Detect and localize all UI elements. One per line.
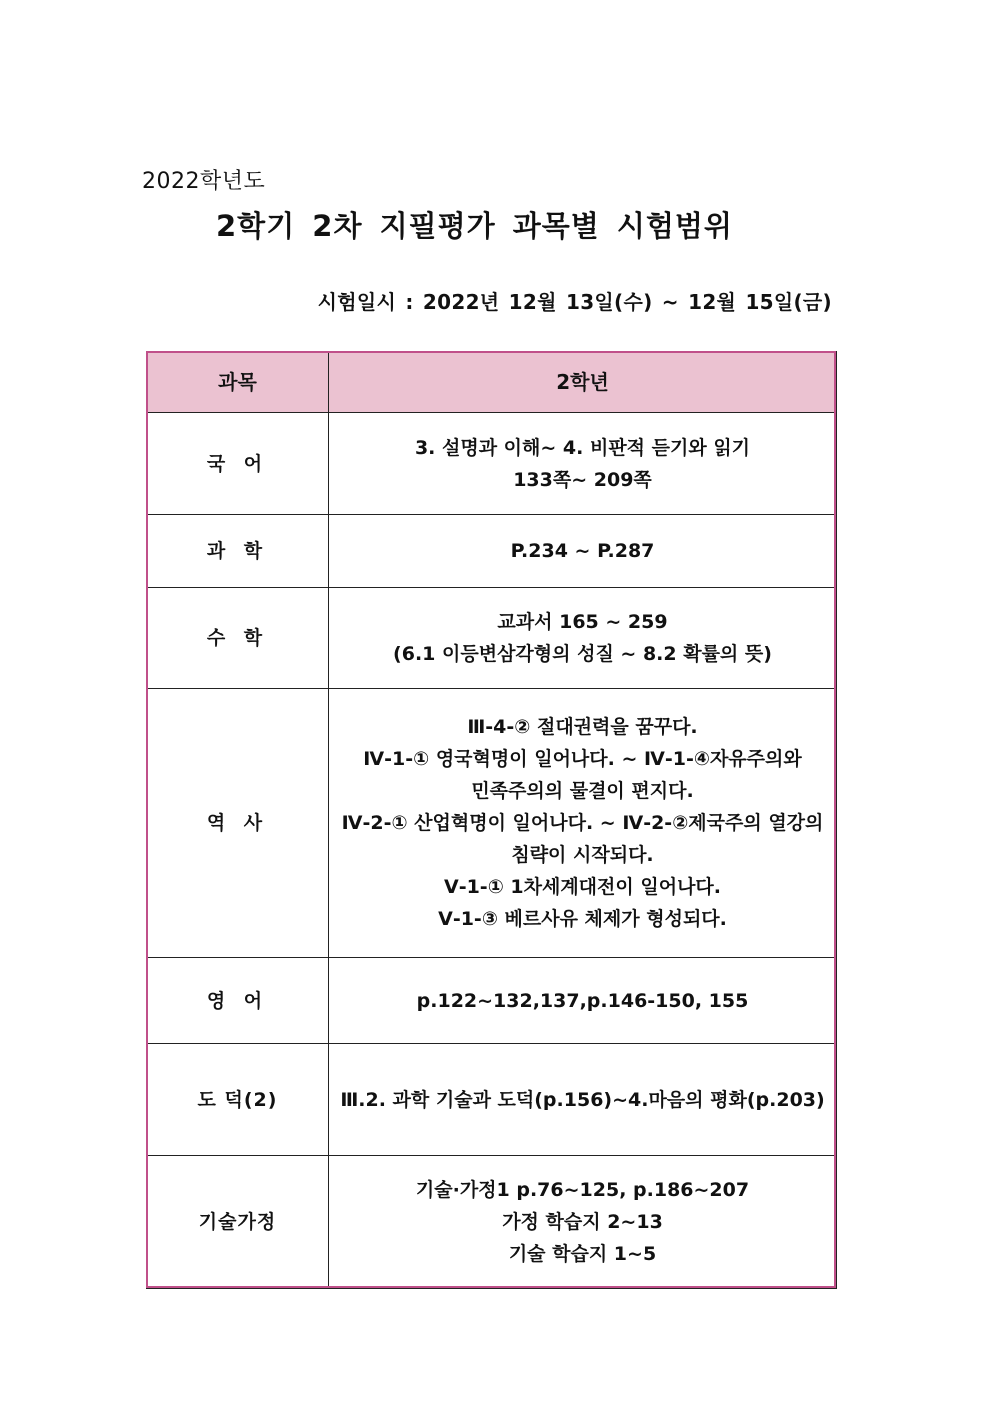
range-line: (6.1 이등변삼각형의 성질 ~ 8.2 확률의 뜻) bbox=[393, 643, 772, 665]
table-header-row bbox=[147, 352, 837, 413]
header-subject: 과목 bbox=[147, 352, 329, 413]
table-row bbox=[147, 413, 837, 515]
range-line: 침략이 시작되다. bbox=[511, 844, 654, 866]
range-line: 교과서 165 ~ 259 bbox=[497, 611, 668, 633]
table-row bbox=[147, 689, 837, 958]
page-title: 2학기 2차 지필평가 과목별 시험범위 bbox=[216, 209, 733, 243]
range-line: Ⅴ-1-③ 베르사유 체제가 형성되다. bbox=[438, 908, 727, 930]
subject-cell: 국 어 bbox=[147, 413, 329, 515]
table-row bbox=[147, 588, 837, 689]
subject-cell: 수 학 bbox=[147, 588, 329, 689]
subject-cell: 역 사 bbox=[147, 689, 329, 958]
exam-date: 시험일시 : 2022년 12월 13일(수) ~ 12월 15일(금) bbox=[317, 290, 832, 314]
range-line: Ⅲ.2. 과학 기술과 도덕(p.156)~4.마음의 평화(p.203) bbox=[340, 1088, 825, 1111]
range-line: 가정 학습지 2~13 bbox=[502, 1211, 663, 1233]
header-grade: 2학년 bbox=[329, 352, 837, 413]
range-line: Ⅴ-1-① 1차세계대전이 일어나다. bbox=[444, 876, 721, 898]
range-line: 민족주의의 물결이 편지다. bbox=[471, 780, 694, 802]
table-row bbox=[147, 1156, 837, 1289]
subject-cell: 영 어 bbox=[147, 958, 329, 1044]
range-cell bbox=[329, 1156, 837, 1289]
table-row bbox=[147, 515, 837, 588]
range-line: P.234 ~ P.287 bbox=[510, 540, 655, 562]
range-line: 133쪽~ 209쪽 bbox=[513, 468, 652, 491]
range-cell bbox=[329, 689, 837, 958]
table-row bbox=[147, 1044, 837, 1156]
range-cell bbox=[329, 1044, 837, 1156]
range-line: Ⅳ-2-① 산업혁명이 일어나다. ~ Ⅳ-2-②제국주의 열강의 bbox=[341, 812, 824, 834]
school-year: 2022학년도 bbox=[142, 169, 266, 194]
range-cell bbox=[329, 515, 837, 588]
subject-cell: 도 덕(2) bbox=[147, 1044, 329, 1156]
range-line: p.122~132,137,p.146-150, 155 bbox=[416, 989, 749, 1012]
range-cell bbox=[329, 958, 837, 1044]
table-row bbox=[147, 958, 837, 1044]
range-line: 3. 설명과 이해~ 4. 비판적 듣기와 읽기 bbox=[414, 436, 751, 459]
exam-range-table bbox=[146, 351, 837, 1289]
subject-cell: 기술가정 bbox=[147, 1156, 329, 1289]
range-line: 기술·가정1 p.76~125, p.186~207 bbox=[415, 1179, 750, 1201]
range-cell bbox=[329, 413, 837, 515]
range-line: Ⅳ-1-① 영국혁명이 일어나다. ~ Ⅳ-1-④자유주의와 bbox=[363, 748, 802, 770]
subject-cell: 과 학 bbox=[147, 515, 329, 588]
range-line: 기술 학습지 1~5 bbox=[508, 1243, 657, 1265]
range-cell bbox=[329, 588, 837, 689]
range-line: Ⅲ-4-② 절대권력을 꿈꾸다. bbox=[467, 716, 698, 738]
